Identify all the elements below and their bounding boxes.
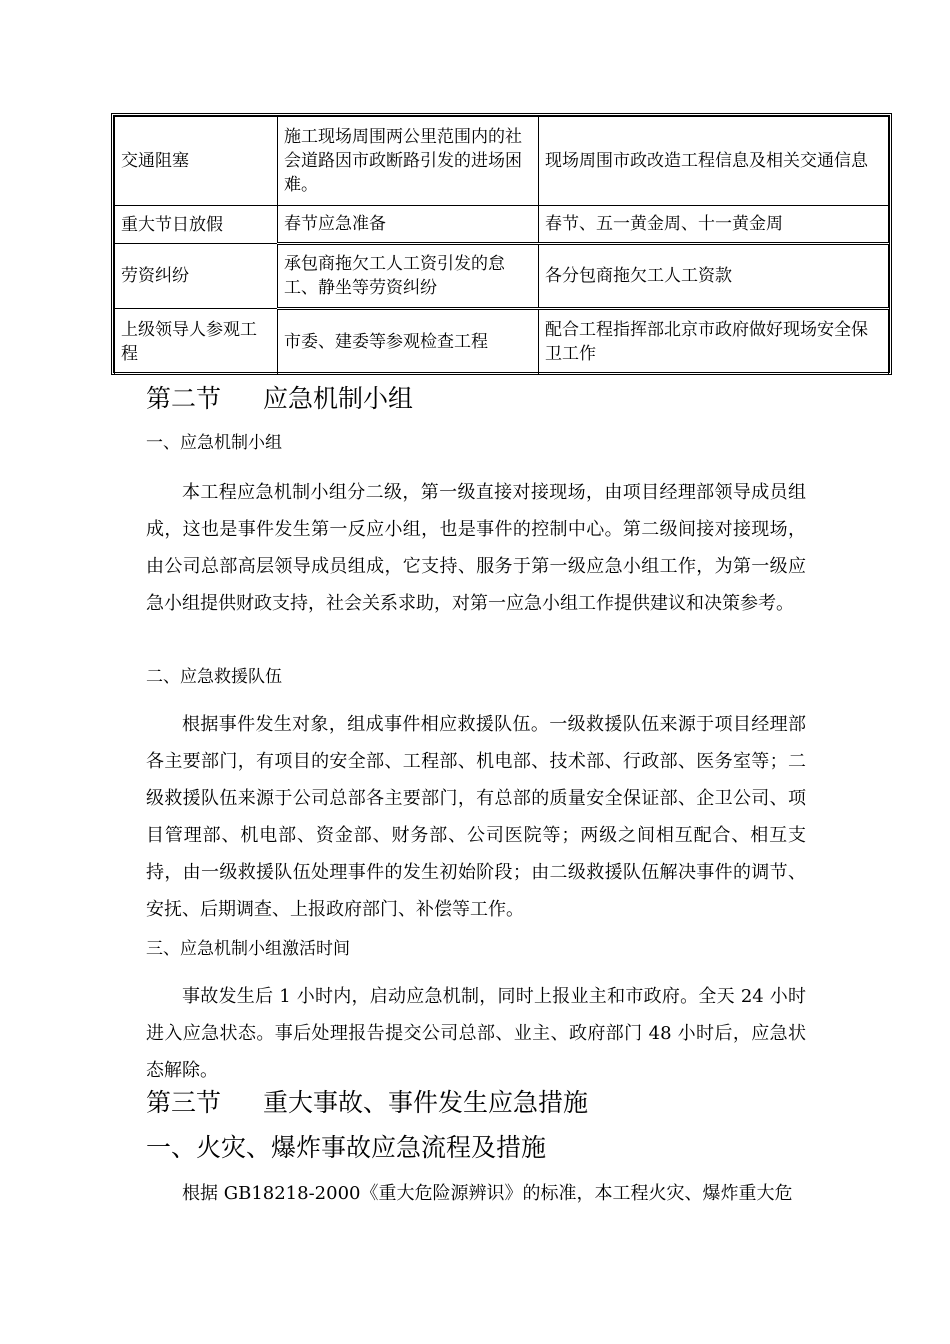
table-row (115, 206, 889, 244)
table-row (115, 309, 889, 375)
table-cell-source: 现场周围市政改造工程信息及相关交通信息 (539, 117, 889, 206)
table-cell-event: 承包商拖欠工人工资引发的怠工、静坐等劳资纠纷 (278, 244, 539, 309)
table-row (115, 244, 889, 309)
paragraph: 根据事件发生对象，组成事件相应救援队伍。一级救援队伍来源于项目经理部各主要部门，有项目的安全部、工程部、机电部、技术部、行政部、医务室等；二级救援队伍来源于公司总部各主要部门，有总部的质量安全保证部、企卫公司、项目管理部、机电部、资金部、财务部、公司医院等；两级之间相互配合、相互支持，由一级救援队伍处理事件的发生初始阶段；由二级救援队伍解决事件的调节、安抚、后期调查、上报政府部门、补偿等工作。 (146, 714, 806, 920)
section-number: 第三节 (146, 1088, 222, 1117)
paragraph: 根据 GB18218-2000《重大危险源辨识》的标准，本工程火灾、爆炸重大危 (182, 1183, 793, 1204)
subsection-heading: 一、应急机制小组 (146, 433, 282, 453)
paragraph: 事故发生后 1 小时内，启动应急机制，同时上报业主和市政府。全天 24 小时进入应急状态。事后处理报告提交公司总部、业主、政府部门 48 小时后，应急状态解除。 (146, 986, 806, 1081)
table-cell-source: 配合工程指挥部北京市政府做好现场安全保卫工作 (539, 309, 889, 375)
subsection-heading-large: 一、火灾、爆炸事故应急流程及措施 (146, 1133, 547, 1162)
table-cell-event: 施工现场周围两公里范围内的社会道路因市政断路引发的进场困难。 (278, 117, 539, 206)
risk-table (111, 113, 892, 375)
risk-table-grid (114, 116, 889, 375)
section-heading (146, 384, 413, 414)
table-cell-source: 春节、五一黄金周、十一黄金周 (539, 206, 889, 244)
section-title: 应急机制小组 (263, 384, 414, 413)
table-cell-category: 交通阻塞 (115, 117, 278, 206)
table-cell-category: 劳资纠纷 (115, 244, 278, 309)
section-heading (146, 1088, 588, 1118)
subsection-heading: 三、应急机制小组激活时间 (146, 939, 350, 959)
paragraph: 本工程应急机制小组分二级，第一级直接对接现场，由项目经理部领导成员组成，这也是事件发生第一反应小组，也是事件的控制中心。第二级间接对接现场，由公司总部高层领导成员组成，它支持、服务于第一级应急小组工作，为第一级应急小组提供财政支持，社会关系求助，对第一应急小组工作提供建议和决策参考。 (146, 482, 806, 614)
table-cell-category: 重大节日放假 (115, 206, 278, 244)
table-cell-source: 各分包商拖欠工人工资款 (539, 244, 889, 309)
table-cell-event: 市委、建委等参观检查工程 (278, 309, 539, 375)
table-cell-event: 春节应急准备 (278, 206, 539, 244)
section-title: 重大事故、事件发生应急措施 (263, 1088, 589, 1117)
section-number: 第二节 (146, 384, 222, 413)
table-row (115, 117, 889, 206)
table-cell-category: 上级领导人参观工程 (115, 309, 278, 375)
subsection-heading: 二、应急救援队伍 (146, 667, 282, 687)
